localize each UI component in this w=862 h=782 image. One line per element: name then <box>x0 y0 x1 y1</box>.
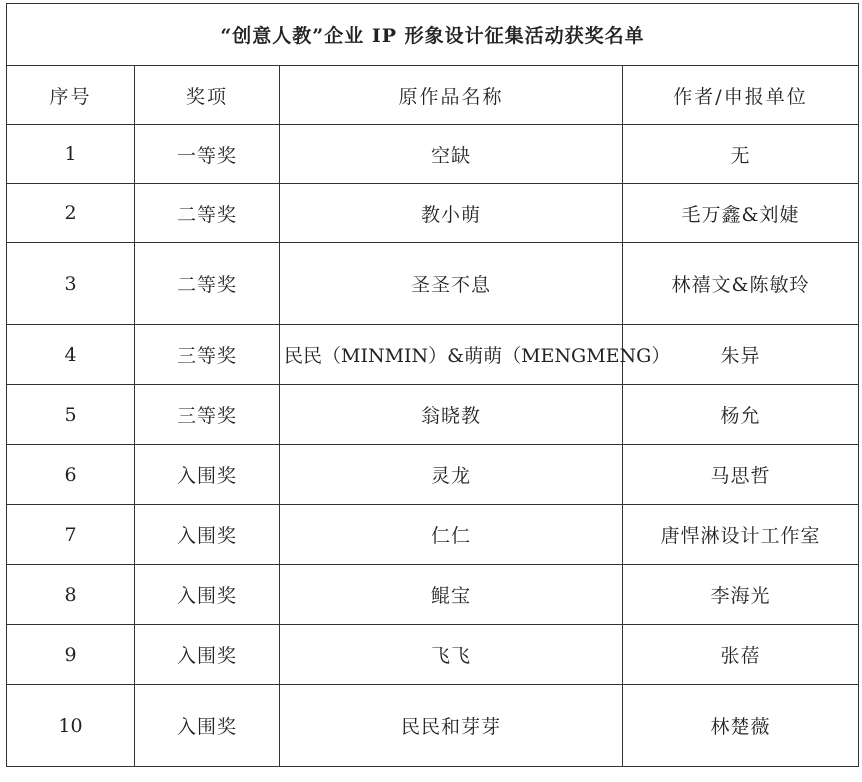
cell-no: 10 <box>7 685 135 767</box>
cell-work: 民民和芽芽 <box>280 685 623 767</box>
cell-no: 9 <box>7 625 135 685</box>
table-row <box>7 243 859 325</box>
cell-award: 入围奖 <box>135 625 280 685</box>
table-row <box>7 445 859 505</box>
table-row <box>7 565 859 625</box>
cell-no: 5 <box>7 385 135 445</box>
table-row <box>7 685 859 767</box>
header-row <box>7 66 859 125</box>
cell-award: 三等奖 <box>135 385 280 445</box>
table-title: “创意人教”企业 IP 形象设计征集活动获奖名单 <box>7 4 859 66</box>
cell-award: 入围奖 <box>135 445 280 505</box>
header-no: 序号 <box>7 66 135 125</box>
cell-work: 教小萌 <box>280 184 623 243</box>
cell-no: 8 <box>7 565 135 625</box>
cell-award: 二等奖 <box>135 243 280 325</box>
cell-no: 6 <box>7 445 135 505</box>
header-author: 作者/申报单位 <box>623 66 859 125</box>
table-row <box>7 184 859 243</box>
table-row <box>7 125 859 184</box>
cell-author: 朱异 <box>623 325 859 385</box>
cell-work: 鲲宝 <box>280 565 623 625</box>
cell-author: 毛万鑫&刘婕 <box>623 184 859 243</box>
cell-award: 一等奖 <box>135 125 280 184</box>
cell-work: 灵龙 <box>280 445 623 505</box>
table-row <box>7 505 859 565</box>
cell-work: 仁仁 <box>280 505 623 565</box>
cell-award: 入围奖 <box>135 505 280 565</box>
cell-work: 圣圣不息 <box>280 243 623 325</box>
cell-author: 张蓓 <box>623 625 859 685</box>
cell-author: 无 <box>623 125 859 184</box>
cell-work: 空缺 <box>280 125 623 184</box>
cell-author: 唐悍淋设计工作室 <box>623 505 859 565</box>
header-work: 原作品名称 <box>280 66 623 125</box>
cell-work: 翁晓教 <box>280 385 623 445</box>
table-row <box>7 625 859 685</box>
cell-author: 李海光 <box>623 565 859 625</box>
cell-no: 1 <box>7 125 135 184</box>
cell-award: 二等奖 <box>135 184 280 243</box>
header-award: 奖项 <box>135 66 280 125</box>
award-list-table <box>6 3 859 767</box>
table-row <box>7 385 859 445</box>
cell-work: 民民（MINMIN）&萌萌（MENGMENG） <box>280 325 623 385</box>
cell-author: 杨允 <box>623 385 859 445</box>
cell-no: 3 <box>7 243 135 325</box>
cell-award: 入围奖 <box>135 565 280 625</box>
title-row <box>7 4 859 66</box>
cell-award: 三等奖 <box>135 325 280 385</box>
cell-no: 7 <box>7 505 135 565</box>
cell-author: 林禧文&陈敏玲 <box>623 243 859 325</box>
cell-award: 入围奖 <box>135 685 280 767</box>
cell-no: 2 <box>7 184 135 243</box>
cell-author: 马思哲 <box>623 445 859 505</box>
cell-work: 飞飞 <box>280 625 623 685</box>
table-row <box>7 325 859 385</box>
cell-author: 林楚薇 <box>623 685 859 767</box>
cell-no: 4 <box>7 325 135 385</box>
